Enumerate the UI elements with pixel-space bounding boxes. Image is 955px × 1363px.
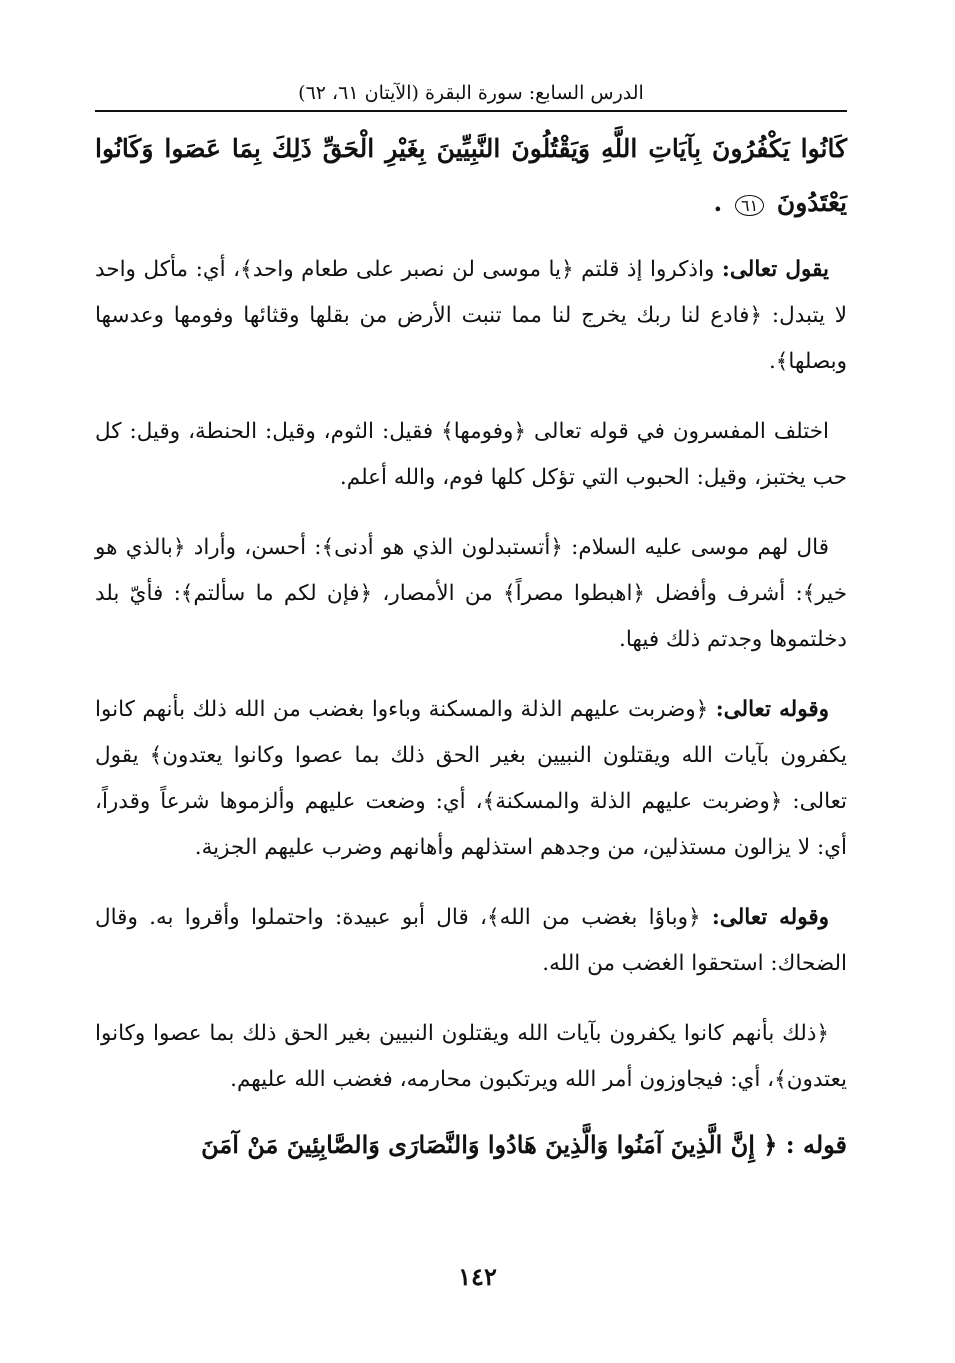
paragraph-text: قال لهم موسى عليه السلام: ﴿أتستبدلون الذي هو أدنى﴾: أحسن، وأراد ﴿بالذي هو خير﴾: أشرف وأفضل ﴿اهبطوا مصراً﴾ من الأمصار، ﴿فإن لكم ما سألتم﴾: فأيّ بلد دخلتموها وجدتم ذلك فيها.: [95, 535, 847, 652]
ayah-number: ٦١: [735, 195, 764, 216]
paragraph: [95, 687, 847, 871]
paragraph-text: ﴿وضربت عليهم الذلة والمسكنة وباءوا بغضب من الله ذلك بأنهم كانوا يكفرون بآيات الله ويقتلون النبيين بغير الحق ذلك بما عصوا وكانوا يعتدون﴾ يقول تعالى: ﴿وضربت عليهم الذلة والمسكنة﴾، أي: وضعت عليهم وألزموها شرعاً وقدراً، أي: لا يزالون مستذلين، من وجدهم استذلهم وأهانهم وضرب عليهم الجزية.: [95, 697, 847, 860]
paragraph: [95, 409, 847, 501]
paragraph-text: ﴿وباؤا بغضب من الله﴾، قال أبو عبيدة: واحتملوا وأقروا به. وقال الضحاك: استحقوا الغضب من الله.: [95, 905, 847, 976]
verse-text: كَانُوا يَكْفُرُونَ بِآيَاتِ اللَّهِ وَيَقْتُلُونَ النَّبِيِّينَ بِغَيْرِ الْحَقِّ ذَلِكَ بِمَا عَصَوا وَكَانُوا يَعْتَدُونَ: [95, 134, 847, 217]
paragraph-lead: وقوله تعالى:: [711, 905, 829, 930]
paragraph-lead: يقول تعالى:: [721, 257, 829, 282]
verse-end: .: [713, 188, 731, 217]
paragraph: [95, 525, 847, 663]
page-content: [95, 80, 847, 1169]
paragraph-text: ﴿ذلك بأنهم كانوا يكفرون بآيات الله ويقتلون النبيين بغير الحق ذلك بما عصوا وكانوا يعتدون﴾، أي: فيجاوزون أمر الله ويرتكبون محارمه، فغضب الله عليهم.: [95, 1021, 847, 1092]
paragraph: [95, 1011, 847, 1103]
next-verse-lead: قوله :: [785, 1130, 847, 1159]
paragraph-text: واذكروا إذ قلتم ﴿يا موسى لن نصبر على طعام واحد﴾، أي: مأكل واحد لا يتبدل: ﴿فادع لنا ربك يخرج لنا مما تنبت الأرض من بقلها وقثائها وفومها وعدسها وبصلها﴾.: [95, 257, 847, 374]
next-verse-text: ﴿ إِنَّ الَّذِينَ آمَنُوا وَالَّذِينَ هَادُوا وَالنَّصَارَى وَالصَّابِئِينَ مَنْ آمَنَ: [201, 1130, 786, 1159]
running-header: الدرس السابع: سورة البقرة (الآيتان ٦١، ٦٢): [95, 80, 847, 112]
paragraph-lead: وقوله تعالى:: [715, 697, 829, 722]
next-verse-line: [95, 1121, 847, 1169]
paragraph: [95, 247, 847, 385]
page-number: ١٤٢: [458, 1262, 497, 1291]
paragraph: [95, 895, 847, 987]
quran-verse: [95, 122, 847, 233]
paragraph-text: اختلف المفسرون في قوله تعالى ﴿وفومها﴾ فقيل: الثوم، وقيل: الحنطة، وقيل: كل حب يختبز، وقيل: الحبوب التي تؤكل كلها فوم، والله أعلم.: [95, 419, 847, 490]
